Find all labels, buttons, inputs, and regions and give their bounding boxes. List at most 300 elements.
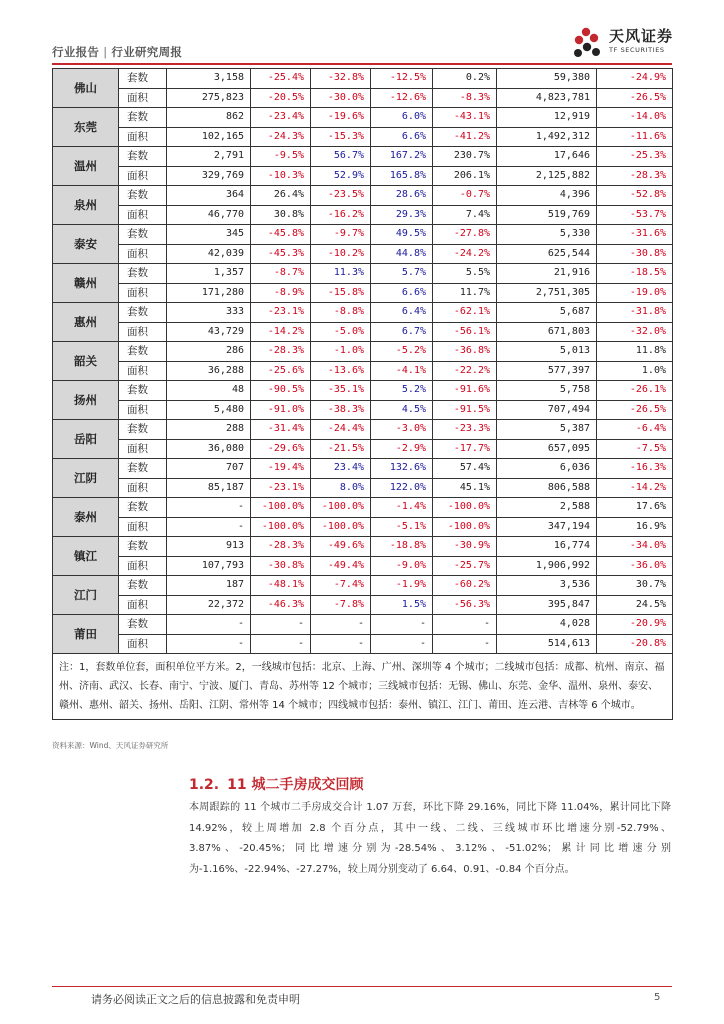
table-cell: -8.9% [251,283,311,303]
table-cell: -24.4% [311,420,371,440]
table-cell: 206.1% [433,166,497,186]
table-cell: -100.0% [433,517,497,537]
table-cell: 48 [167,381,251,401]
table-cell: 6.6% [371,283,433,303]
table-cell: 12,919 [497,108,597,128]
table-cell: 5,387 [497,420,597,440]
table-cell: -19.4% [251,459,311,479]
table-cell: 36,288 [167,361,251,381]
table-cell: - [167,498,251,518]
table-cell: -5.1% [371,517,433,537]
table-cell: 59,380 [497,69,597,89]
table-cell: 2,125,882 [497,166,597,186]
table-cell: -31.4% [251,420,311,440]
table-cell: - [433,615,497,635]
metric-label: 面积 [119,283,167,303]
table-cell: -49.6% [311,537,371,557]
table-row [53,283,673,303]
table-cell: -25.7% [433,556,497,576]
table-cell: 171,280 [167,283,251,303]
table-cell: 364 [167,186,251,206]
table-cell: -9.0% [371,556,433,576]
table-cell: -45.3% [251,244,311,264]
report-type: 行业报告 [52,45,100,59]
table-cell: -16.2% [311,205,371,225]
table-cell: 85,187 [167,478,251,498]
table-cell: -18.5% [597,264,673,284]
table-row [53,459,673,479]
table-row [53,381,673,401]
table-cell: -28.3% [597,166,673,186]
table-cell: 167.2% [371,147,433,167]
city-name: 东莞 [53,108,119,147]
table-cell: 6.4% [371,303,433,323]
table-row [53,88,673,108]
city-name: 扬州 [53,381,119,420]
metric-label: 套数 [119,69,167,89]
table-cell: 5,758 [497,381,597,401]
metric-label: 套数 [119,303,167,323]
table-cell: -100.0% [311,498,371,518]
table-cell: 24.5% [597,595,673,615]
city-name: 温州 [53,147,119,186]
table-row [53,244,673,264]
page-number: 5 [654,992,661,1003]
table-cell: 5,330 [497,225,597,245]
table-row [53,225,673,245]
table-cell: -23.3% [433,420,497,440]
table-cell: -90.5% [251,381,311,401]
table-cell: -9.7% [311,225,371,245]
table-row [53,342,673,362]
table-cell: 5.7% [371,264,433,284]
metric-label: 套数 [119,108,167,128]
table-cell: 29.3% [371,205,433,225]
table-cell: -15.3% [311,127,371,147]
table-cell: - [251,615,311,635]
city-name: 岳阳 [53,420,119,459]
city-name: 泉州 [53,186,119,225]
metric-label: 套数 [119,537,167,557]
table-cell: -62.1% [433,303,497,323]
table-cell: -31.6% [597,225,673,245]
table-cell: 3,158 [167,69,251,89]
table-cell: -21.5% [311,439,371,459]
table-cell: 6.0% [371,108,433,128]
table-cell: 28.6% [371,186,433,206]
table-cell: 345 [167,225,251,245]
table-cell: -7.4% [311,576,371,596]
report-subtype: 行业研究周报 [111,45,183,59]
table-cell: 132.6% [371,459,433,479]
table-cell: 514,613 [497,634,597,654]
table-cell: 11.3% [311,264,371,284]
metric-label: 面积 [119,478,167,498]
metric-label: 面积 [119,556,167,576]
metric-label: 套数 [119,225,167,245]
table-row [53,322,673,342]
table-cell: 16.9% [597,517,673,537]
table-cell: -12.6% [371,88,433,108]
table-cell: 347,194 [497,517,597,537]
city-name: 江阴 [53,459,119,498]
table-note: 注：1，套数单位套，面积单位平方米。2，一线城市包括：北京、上海、广州、深圳等 4 个城市；二线城市包括：成都、杭州、南京、福州、济南、武汉、长春、南宁、宁波、厦门、青岛、苏州等 12 个城市；三线城市包括：无锡、佛山、东莞、金华、温州、泉州、泰安、赣州、惠州、韶关、扬州、岳阳、江阴、常州等 14 个城市；四线城市包括：泰州、镇江、江门、莆田、连云港、吉林等 6 个城市。 [53,654,673,720]
metric-label: 面积 [119,166,167,186]
table-cell: - [251,634,311,654]
table-row [53,186,673,206]
table-cell: - [311,634,371,654]
table-cell: 5,013 [497,342,597,362]
section-number: 1.2. [189,777,220,793]
table-cell: - [311,615,371,635]
table-cell: 577,397 [497,361,597,381]
table-cell: -36.8% [433,342,497,362]
table-cell: -8.3% [433,88,497,108]
table-cell: 44.8% [371,244,433,264]
table-cell: - [167,615,251,635]
table-cell: -41.2% [433,127,497,147]
table-cell: -100.0% [311,517,371,537]
table-cell: -1.4% [371,498,433,518]
table-cell: 5.5% [433,264,497,284]
table-row [53,420,673,440]
table-row [53,108,673,128]
table-cell: -60.2% [433,576,497,596]
metric-label: 套数 [119,498,167,518]
table-cell: 288 [167,420,251,440]
table-cell: 286 [167,342,251,362]
table-cell: - [433,634,497,654]
table-cell: -49.4% [311,556,371,576]
table-cell: 333 [167,303,251,323]
city-name: 赣州 [53,264,119,303]
table-cell: - [167,634,251,654]
table-cell: 1.0% [597,361,673,381]
table-cell: -10.3% [251,166,311,186]
table-cell: -20.8% [597,634,673,654]
table-cell: 43,729 [167,322,251,342]
city-name: 泰州 [53,498,119,537]
table-row [53,303,673,323]
metric-label: 面积 [119,400,167,420]
table-cell: 46,770 [167,205,251,225]
metric-label: 面积 [119,244,167,264]
table-cell: -56.1% [433,322,497,342]
table-cell: 1,492,312 [497,127,597,147]
table-cell: -14.0% [597,108,673,128]
section-title-text: 11 城二手房成交回顾 [227,777,364,793]
table-cell: -27.8% [433,225,497,245]
table-cell: -91.5% [433,400,497,420]
table-cell: -2.9% [371,439,433,459]
table-cell: 1,906,992 [497,556,597,576]
table-cell: 1.5% [371,595,433,615]
table-cell: -25.6% [251,361,311,381]
table-row [53,69,673,89]
table-cell: -18.8% [371,537,433,557]
source-note: 资料来源：Wind、天风证券研究所 [52,741,169,750]
table-cell: 7.4% [433,205,497,225]
table-cell: -26.1% [597,381,673,401]
table-cell: -36.0% [597,556,673,576]
table-cell: -23.4% [251,108,311,128]
footer-disclaimer: 请务必阅读正文之后的信息披露和免责申明 [91,993,300,1006]
table-cell: -23.1% [251,303,311,323]
city-name: 江门 [53,576,119,615]
table-cell: -8.7% [251,264,311,284]
table-cell: 102,165 [167,127,251,147]
table-cell: -26.5% [597,88,673,108]
metric-label: 套数 [119,147,167,167]
metric-label: 面积 [119,88,167,108]
table-cell: 3,536 [497,576,597,596]
table-cell: -34.0% [597,537,673,557]
table-cell: -23.5% [311,186,371,206]
table-cell: 8.0% [311,478,371,498]
table-row [53,478,673,498]
table-cell: -28.3% [251,537,311,557]
table-cell: -16.3% [597,459,673,479]
table-cell: 671,803 [497,322,597,342]
table-row [53,400,673,420]
city-name: 佛山 [53,69,119,108]
table-cell: 625,544 [497,244,597,264]
table-cell: -10.2% [311,244,371,264]
table-cell: -5.2% [371,342,433,362]
table-row [53,498,673,518]
table-cell: 4.5% [371,400,433,420]
table-cell: 1,357 [167,264,251,284]
table-cell: -43.1% [433,108,497,128]
table-cell: 187 [167,576,251,596]
table-cell: -20.9% [597,615,673,635]
table-cell: 913 [167,537,251,557]
table-cell: - [371,615,433,635]
table-cell: -53.7% [597,205,673,225]
table-cell: -46.3% [251,595,311,615]
metric-label: 套数 [119,264,167,284]
table-row [53,517,673,537]
table-row [53,147,673,167]
table-cell: -56.3% [433,595,497,615]
table-cell: -0.7% [433,186,497,206]
table-cell: -30.9% [433,537,497,557]
table-cell: -38.3% [311,400,371,420]
table-cell: -14.2% [597,478,673,498]
metric-label: 面积 [119,634,167,654]
table-cell: -5.0% [311,322,371,342]
table-cell: 21,916 [497,264,597,284]
table-cell: 0.2% [433,69,497,89]
table-row [53,361,673,381]
table-cell: 22,372 [167,595,251,615]
city-name: 莆田 [53,615,119,654]
table-cell: -32.8% [311,69,371,89]
table-cell: -48.1% [251,576,311,596]
table-cell: 6.6% [371,127,433,147]
table-cell: 30.8% [251,205,311,225]
table-cell: -4.1% [371,361,433,381]
metric-label: 面积 [119,517,167,537]
metric-label: 面积 [119,595,167,615]
table-cell: 2,791 [167,147,251,167]
table-cell: -7.8% [311,595,371,615]
table-cell: 862 [167,108,251,128]
metric-label: 套数 [119,459,167,479]
table-cell: 519,769 [497,205,597,225]
table-cell: -19.0% [597,283,673,303]
table-cell: -11.6% [597,127,673,147]
metric-label: 套数 [119,576,167,596]
table-cell: 329,769 [167,166,251,186]
table-cell: 11.8% [597,342,673,362]
table-cell: -100.0% [251,517,311,537]
table-row [53,439,673,459]
metric-label: 面积 [119,439,167,459]
table-cell: -100.0% [251,498,311,518]
table-cell: 42,039 [167,244,251,264]
table-cell: 30.7% [597,576,673,596]
table-cell: 11.7% [433,283,497,303]
table-cell: 52.9% [311,166,371,186]
table-cell: -30.8% [597,244,673,264]
table-cell: -29.6% [251,439,311,459]
table-cell: 395,847 [497,595,597,615]
table-cell: 2,751,305 [497,283,597,303]
table-cell: - [167,517,251,537]
table-cell: 36,080 [167,439,251,459]
table-cell: 657,095 [497,439,597,459]
city-sales-table [52,68,673,720]
table-cell: -52.8% [597,186,673,206]
city-name: 韶关 [53,342,119,381]
table-cell: -25.4% [251,69,311,89]
table-cell: -24.9% [597,69,673,89]
table-cell: 57.4% [433,459,497,479]
table-row [53,166,673,186]
table-cell: 2,588 [497,498,597,518]
metric-label: 面积 [119,127,167,147]
table-cell: 17.6% [597,498,673,518]
table-cell: 49.5% [371,225,433,245]
report-header [52,44,182,60]
table-cell: -26.5% [597,400,673,420]
table-cell: -3.0% [371,420,433,440]
table-note-row [53,654,673,720]
table-cell: -91.6% [433,381,497,401]
table-row [53,595,673,615]
table-cell: -20.5% [251,88,311,108]
metric-label: 套数 [119,615,167,635]
table-cell: 5.2% [371,381,433,401]
table-cell: 4,028 [497,615,597,635]
table-cell: -24.2% [433,244,497,264]
table-cell: 56.7% [311,147,371,167]
table-cell: 17,646 [497,147,597,167]
footer-divider [52,986,672,987]
table-cell: 275,823 [167,88,251,108]
table-cell: -30.8% [251,556,311,576]
table-cell: 165.8% [371,166,433,186]
table-cell: 16,774 [497,537,597,557]
table-cell: 6.7% [371,322,433,342]
table-cell: -15.8% [311,283,371,303]
table-cell: -32.0% [597,322,673,342]
table-row [53,537,673,557]
table-cell: -12.5% [371,69,433,89]
logo-text-en: TF SECURITIES [609,46,665,54]
table-cell: 707 [167,459,251,479]
table-cell: 45.1% [433,478,497,498]
table-row [53,205,673,225]
table-row [53,556,673,576]
table-cell: 4,823,781 [497,88,597,108]
table-row [53,127,673,147]
table-cell: -23.1% [251,478,311,498]
table-cell: -30.0% [311,88,371,108]
table-body [53,69,673,654]
table-row [53,615,673,635]
table-cell: -7.5% [597,439,673,459]
section-paragraph: 本周跟踪的 11 个城市二手房成交合计 1.07 万套，环比下降 29.16%，同比下降 11.04%，累计同比下降 14.92%，较上周增加 2.8 个百分点，其中一线、二线、三线城市环比增速分别-52.79%、3.87%、-20.45%；同比增速分别为-28.54%、3.12%、-51.02%；累计同比增速分别为-1.16%、-22.94%、-27.27%，较上周分别变动了 6.64、0.91、-0.84 个百分点。 [189,802,671,875]
city-name: 镇江 [53,537,119,576]
table-cell: 23.4% [311,459,371,479]
table-cell: -17.7% [433,439,497,459]
table-cell: -1.0% [311,342,371,362]
table-cell: -6.4% [597,420,673,440]
logo-text-cn: 天风证券 [609,27,674,45]
metric-label: 面积 [119,205,167,225]
table-row [53,264,673,284]
table-cell: -35.1% [311,381,371,401]
table-row [53,634,673,654]
table-cell: -9.5% [251,147,311,167]
metric-label: 套数 [119,186,167,206]
table-cell: -13.6% [311,361,371,381]
table-cell: -14.2% [251,322,311,342]
metric-label: 面积 [119,322,167,342]
table-cell: -25.3% [597,147,673,167]
table-cell: 707,494 [497,400,597,420]
table-cell: -1.9% [371,576,433,596]
city-name: 惠州 [53,303,119,342]
table-cell: -22.2% [433,361,497,381]
table-row [53,576,673,596]
metric-label: 面积 [119,361,167,381]
table-cell: -45.8% [251,225,311,245]
table-cell: 122.0% [371,478,433,498]
table-cell: -91.0% [251,400,311,420]
city-name: 泰安 [53,225,119,264]
table-cell: -31.8% [597,303,673,323]
header-separator: | [103,45,108,59]
table-cell: - [371,634,433,654]
metric-label: 套数 [119,420,167,440]
table-cell: 107,793 [167,556,251,576]
table-cell: -8.8% [311,303,371,323]
table-cell: 5,480 [167,400,251,420]
table-cell: -100.0% [433,498,497,518]
table-cell: 806,588 [497,478,597,498]
table-cell: 26.4% [251,186,311,206]
table-cell: 4,396 [497,186,597,206]
table-cell: 230.7% [433,147,497,167]
table-cell: -24.3% [251,127,311,147]
metric-label: 套数 [119,342,167,362]
section-title [189,774,363,794]
metric-label: 套数 [119,381,167,401]
table-cell: -19.6% [311,108,371,128]
